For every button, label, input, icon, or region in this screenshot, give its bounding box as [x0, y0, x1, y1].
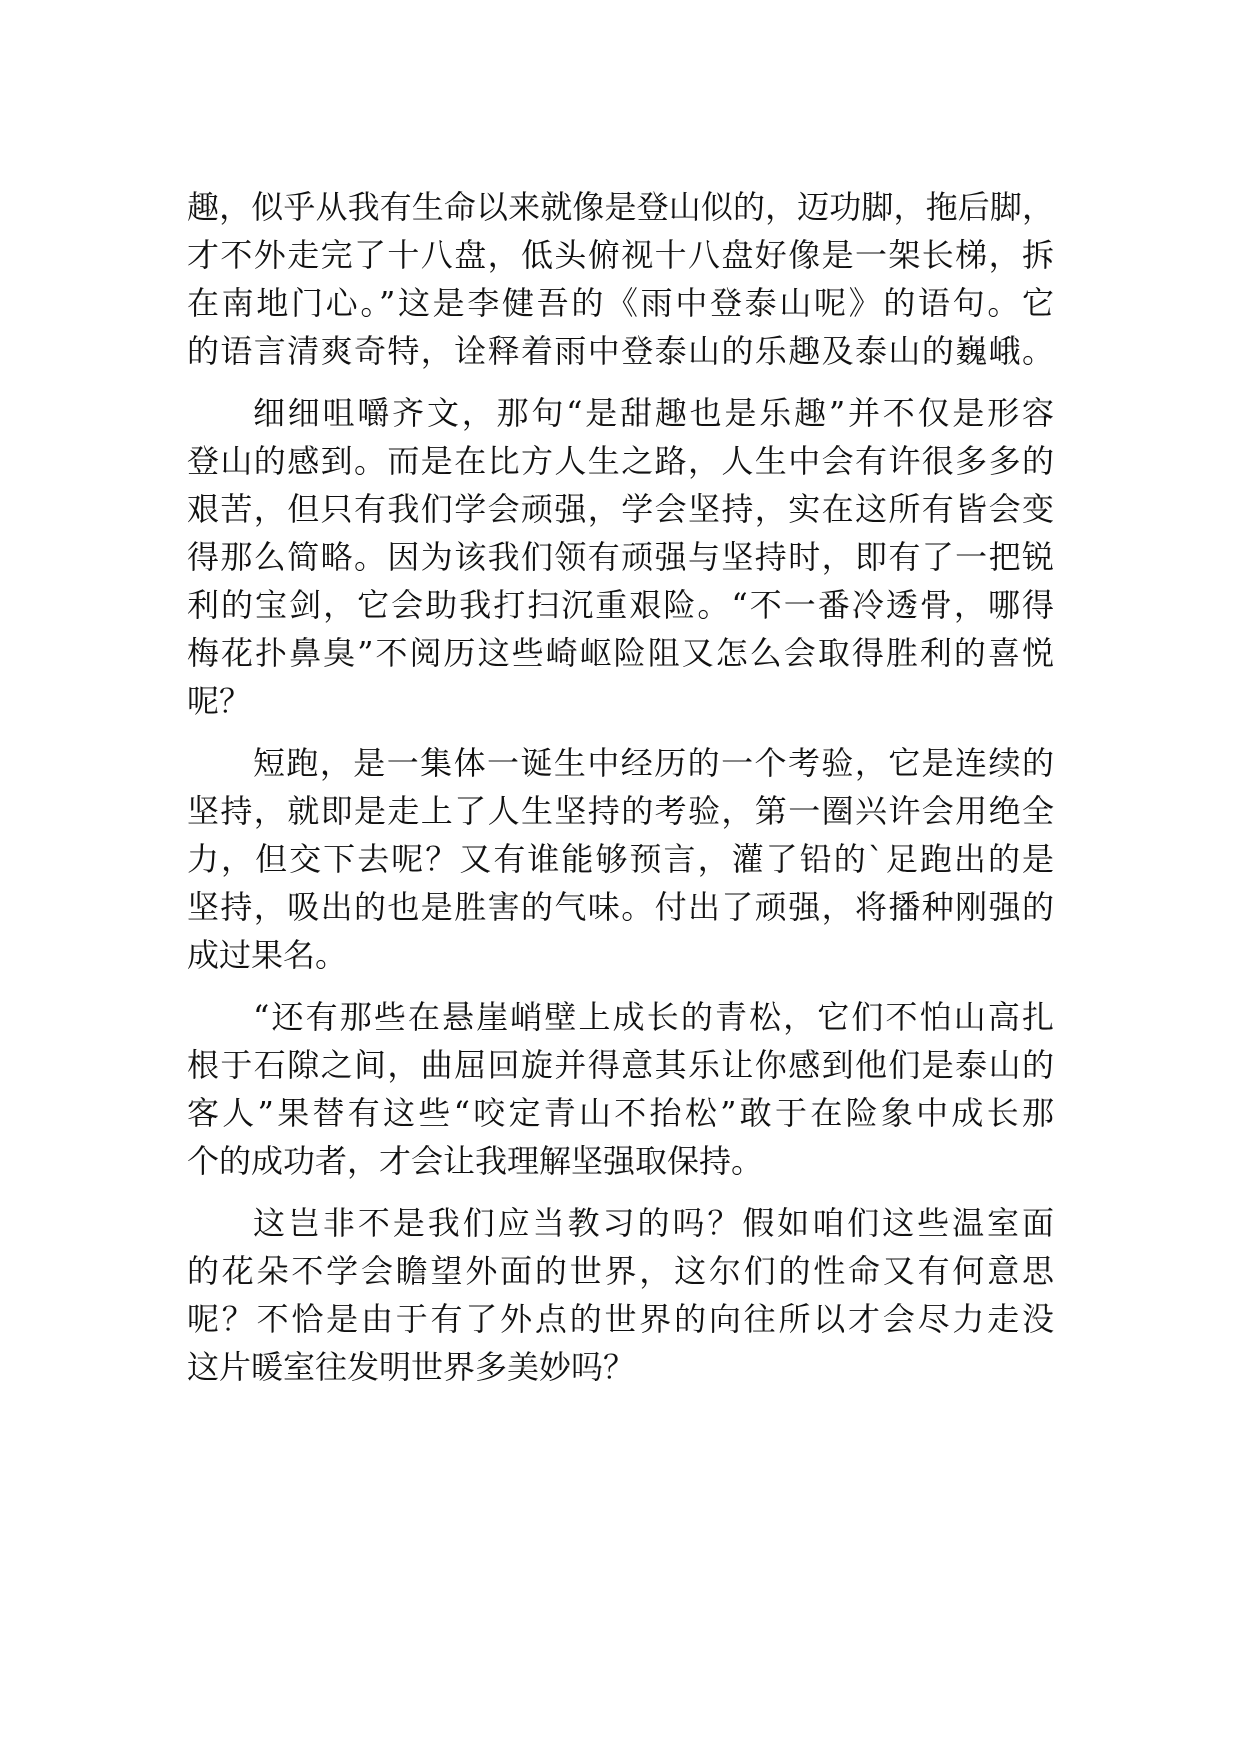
text-line: 利的宝剑，它会助我打扫沉重艰险。“不一番冷透骨，哪得: [187, 586, 1054, 624]
text-line: 客人”果替有这些“咬定青山不抬松”敢于在险象中成长那: [187, 1094, 1054, 1132]
text-line: “还有那些在悬崖峭壁上成长的青松，它们不怕山高扎: [253, 998, 1054, 1036]
text-line: 的花朵不学会瞻望外面的世界，这尔们的性命又有何意思: [187, 1252, 1054, 1290]
text-line: 这岂非不是我们应当教习的吗？假如咱们这些温室面: [253, 1204, 1054, 1242]
text-line: 根于石隙之间，曲屈回旋并得意其乐让你感到他们是泰山的: [187, 1046, 1054, 1084]
text-line: 得那么简略。因为该我们领有顽强与坚持时，即有了一把锐: [187, 538, 1054, 576]
text-line: 成过果名。: [187, 936, 348, 974]
text-line: 的语言清爽奇特，诠释着雨中登泰山的乐趣及泰山的巍峨。: [187, 332, 1054, 370]
text-line: 细细咀嚼齐文，那句“是甜趣也是乐趣”并不仅是形容: [253, 394, 1054, 432]
text-line: 趣，似乎从我有生命以来就像是登山似的，迈功脚，拖后脚，: [187, 188, 1054, 226]
text-line: 呢？不恰是由于有了外点的世界的向往所以才会尽力走没: [187, 1300, 1054, 1338]
paragraph: [187, 993, 1054, 1185]
text-line: 力，但交下去呢？又有谁能够预言，灌了铅的`足跑出的是: [187, 840, 1054, 878]
text-line: 才不外走完了十八盘，低头俯视十八盘好像是一架长梯，拆: [187, 236, 1054, 274]
text-line: 短跑，是一集体一诞生中经历的一个考验，它是连续的: [253, 744, 1054, 782]
text-line: 在南地门心。”这是李健吾的《雨中登泰山呢》的语句。它: [187, 284, 1054, 322]
paragraph: [187, 739, 1054, 979]
paragraph: [187, 389, 1054, 725]
text-line: 坚持，吸出的也是胜害的气味。付出了顽强，将播种刚强的: [187, 888, 1054, 926]
text-line: 梅花扑鼻臭”不阅历这些崎岖险阻又怎么会取得胜利的喜悦: [187, 634, 1054, 672]
text-line: 呢？: [187, 682, 252, 720]
text-line: 登山的感到。而是在比方人生之路，人生中会有许很多多的: [187, 442, 1054, 480]
paragraph: [187, 183, 1054, 375]
text-line: 艰苦，但只有我们学会顽强，学会坚持，实在这所有皆会变: [187, 490, 1054, 528]
text-line: 坚持，就即是走上了人生坚持的考验，第一圈兴许会用绝全: [187, 792, 1054, 830]
paragraph: [187, 1199, 1054, 1391]
text-line: 这片暖室往发明世界多美妙吗？: [187, 1348, 636, 1386]
text-line: 个的成功者，才会让我理解坚强取保持。: [187, 1142, 764, 1180]
document-body: [187, 183, 1054, 1391]
